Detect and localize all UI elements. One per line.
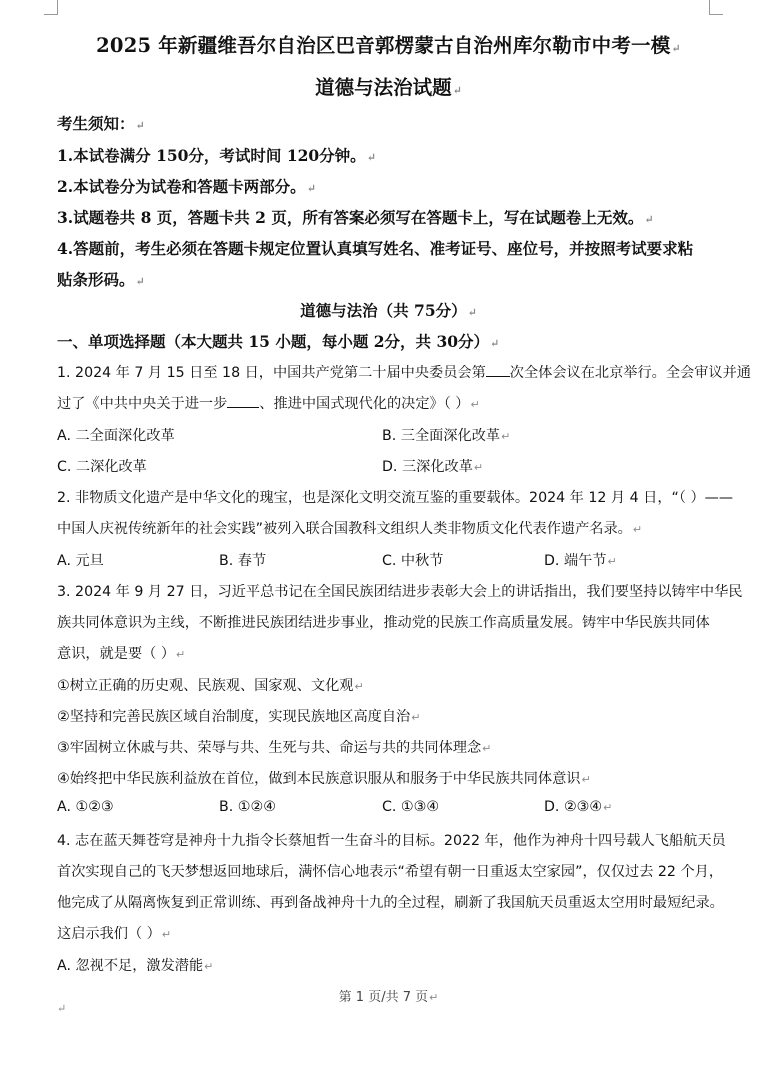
q3-statement-3: ③牢固树立休戚与共、荣辱与共、生死与共、命运与共的共同体理念↵	[57, 740, 492, 756]
notice-item-2: 2.本试卷分为试卷和答题卡两部分。↵	[57, 177, 316, 196]
q1-blank-1	[486, 362, 510, 377]
q1-option-a: A. 二全面深化改革	[57, 428, 175, 444]
q3-stem-line2: 族共同体意识为主线，不断推进民族团结进步事业，推动党的民族工作高质量发展。铸牢中华民族共同体	[57, 615, 710, 631]
q3-statement-4: ④始终把中华民族利益放在首位，做到本民族意识服从和服务于中华民族共同体意识↵	[57, 771, 591, 787]
q3-statement-1: ①树立正确的历史观、民族观、国家观、文化观↵	[57, 678, 364, 694]
q3-stem-line3: 意识，就是要（ ）↵	[57, 646, 186, 662]
q2-option-d: D. 端午节↵	[544, 553, 617, 569]
q1-stem-line1: 1. 2024 年 7 月 15 日至 18 日，中国共产党第二十届中央委员会第 次全体会议在北京举行。全会审议并通	[57, 362, 751, 382]
q2-option-c: C. 中秋节	[382, 553, 444, 569]
end-paragraph-mark: ↵	[57, 1002, 67, 1015]
q2-stem-line2: 中国人庆祝传统新年的社会实践”被列入联合国教科文组织人类非物质文化代表作遗产名录。↵	[57, 521, 643, 537]
exam-title: 2025 年新疆维吾尔自治区巴音郭楞蒙古自治州库尔勒市中考一模↵	[96, 34, 681, 57]
part-title: 一、单项选择题（本大题共 15 小题，每小题 2分，共 30分）↵	[57, 332, 500, 351]
q3-stem-line1: 3. 2024 年 9 月 27 日，习近平总书记在全国民族团结进步表彰大会上的讲话指出，我们要坚持以铸牢中华民	[57, 584, 743, 600]
q1-blank-2	[227, 393, 259, 408]
q4-stem-line4: 这启示我们（ ）↵	[57, 926, 172, 942]
crop-mark-top-right	[709, 0, 710, 14]
exam-subtitle: 道德与法治试题↵	[315, 76, 462, 99]
q1-option-b: B. 三全面深化改革↵	[382, 428, 511, 444]
subject-heading: 道德与法治（共 75分）↵	[300, 301, 477, 320]
q3-option-d: D. ②③④↵	[544, 799, 613, 815]
page-footer: 第 1 页/共 7 页↵	[338, 990, 439, 1005]
q1-stem-line2: 过了《中共中央关于进一步 、推进中国式现代化的决定》（ ）↵	[57, 393, 480, 413]
q3-option-a: A. ①②③	[57, 799, 114, 815]
q1-option-c: C. 二深化改革	[57, 459, 147, 475]
crop-mark-top-left-h	[44, 14, 58, 15]
crop-mark-top-left	[57, 0, 58, 14]
q4-stem-line2: 首次实现自己的飞天梦想返回地球后，满怀信心地表示“希望有朝一日重返太空家园”，仅仅过去 22 个月，	[57, 864, 724, 880]
notice-heading: 考生须知：↵	[57, 114, 145, 133]
q2-option-b: B. 春节	[219, 553, 267, 569]
q1-option-d: D. 三深化改革↵	[382, 459, 484, 475]
notice-item-4-cont: 贴条形码。↵	[57, 270, 145, 289]
q4-option-a: A. 忽视不足，激发潜能↵	[57, 958, 214, 974]
q3-statement-2: ②坚持和完善民族区域自治制度，实现民族地区高度自治↵	[57, 709, 421, 725]
notice-item-1: 1.本试卷满分 150分，考试时间 120分钟。↵	[57, 146, 376, 165]
q3-option-b: B. ①②④	[219, 799, 276, 815]
notice-item-4: 4.答题前，考生必须在答题卡规定位置认真填写姓名、准考证号、座位号，并按照考试要求粘	[57, 239, 694, 258]
crop-mark-top-right-h	[709, 14, 723, 15]
q3-option-c: C. ①③④	[382, 799, 440, 815]
notice-item-3: 3.试题卷共 8 页，答题卡共 2 页，所有答案必须写在答题卡上，写在试题卷上无效。↵	[57, 208, 654, 227]
q4-stem-line1: 4. 志在蓝天舞苍穹是神舟十九指令长蔡旭哲一生奋斗的目标。2022 年，他作为神舟十四号载人飞船航天员	[57, 833, 726, 849]
q2-option-a: A. 元旦	[57, 553, 104, 569]
q2-stem-line1: 2. 非物质文化遗产是中华文化的瑰宝，也是深化文明交流互鉴的重要载体。2024 年 12 月 4 日，“（ ）——	[57, 490, 734, 506]
q4-stem-line3: 他完成了从隔离恢复到正常训练、再到备战神舟十九的全过程，刷新了我国航天员重返太空用时最短纪录。	[57, 895, 724, 911]
